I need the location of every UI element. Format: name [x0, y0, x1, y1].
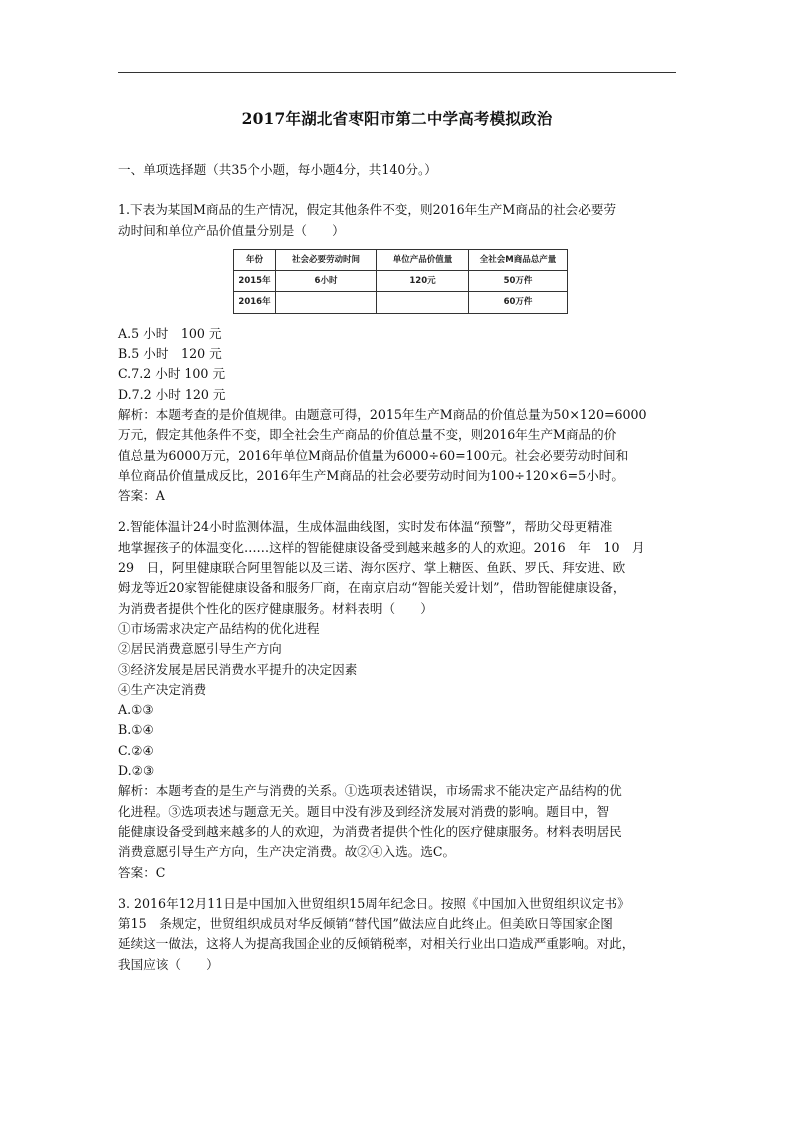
- table-cell: 2016年: [234, 292, 276, 313]
- question-stem-line: 为消费者提供个性化的医疗健康服务。材料表明（ ）: [118, 600, 433, 616]
- option-b: B.①④: [118, 722, 154, 738]
- question-stem-line: 第15 条规定，世贸组织成员对华反倾销“替代国”做法应自此终止。但美欧日等国家企图: [118, 916, 613, 932]
- question-2: [118, 517, 680, 882]
- analysis-line: 单位商品价值量成反比，2016年生产M商品的社会必要劳动时间为100÷120×6=5小时。: [118, 467, 624, 483]
- table-header-cell: 单位产品价值量: [377, 249, 469, 270]
- question-stem-line: 延续这一做法，这将人为提高我国企业的反倾销税率，对相关行业出口造成严重影响。对此，: [118, 936, 635, 952]
- option-d: D.7.2 小时 120 元: [118, 386, 226, 402]
- analysis-line: 解析：本题考查的是生产与消费的关系。①选项表述错误，市场需求不能决定产品结构的优: [118, 783, 622, 799]
- table-cell: [276, 292, 377, 313]
- question-stem-line: 3. 2016年12月11日是中国加入世贸组织15周年纪念日。按照《中国加入世贸组织议定书》: [118, 895, 630, 911]
- table-cell: 60万件: [469, 292, 568, 313]
- header-rule: [118, 72, 676, 73]
- option-c: C.②④: [118, 742, 154, 758]
- table-header-row: [234, 249, 568, 270]
- section-heading: 一、单项选择题（共35个小题，每小题4分，共140分。）: [118, 162, 437, 177]
- question-3: [118, 894, 680, 975]
- document-body: [118, 160, 680, 975]
- option-a: A.①③: [118, 702, 154, 718]
- statement-item: ②居民消费意愿引导生产方向: [118, 641, 282, 657]
- option-b: B.5 小时 120 元: [118, 346, 222, 362]
- question-stem-line: 我国应该（ ）: [118, 956, 219, 972]
- analysis-line: 解析：本题考查的是价值规律。由题意可得，2015年生产M商品的价值总量为50×120=6000: [118, 406, 647, 422]
- table-cell: 6小时: [276, 271, 377, 292]
- table-header-cell: 社会必要劳动时间: [276, 249, 377, 270]
- table-header-cell: 年份: [234, 249, 276, 270]
- statement-item: ③经济发展是居民消费水平提升的决定因素: [118, 661, 358, 677]
- page-title: 2017年湖北省枣阳市第二中学高考模拟政治: [241, 109, 553, 128]
- table-row: [234, 271, 568, 292]
- table-cell: 120元: [377, 271, 469, 292]
- analysis-line: 值总量为6000万元，2016年单位M商品价值量为6000÷60=100元。社会必要劳动时间和: [118, 447, 629, 463]
- question-stem-line: 29 日，阿里健康联合阿里智能以及三诺、海尔医疗、掌上糖医、鱼跃、罗氏、拜安进、欧: [118, 560, 626, 576]
- statement-item: ①市场需求决定产品结构的优化进程: [118, 620, 320, 636]
- table-row: [234, 292, 568, 313]
- analysis-line: 消费意愿引导生产方向，生产决定消费。故②④入选。选C。: [118, 844, 456, 860]
- option-d: D.②③: [118, 763, 155, 779]
- answer: 答案：A: [118, 488, 165, 504]
- analysis-line: 能健康设备受到越来越多的人的欢迎，为消费者提供个性化的医疗健康服务。材料表明居民: [118, 823, 622, 839]
- analysis-line: 化进程。③选项表述与题意无关。题目中没有涉及到经济发展对消费的影响。题目中，智: [118, 803, 610, 819]
- question-stem-line: 1.下表为某国M商品的生产情况，假定其他条件不变，则2016年生产M商品的社会必要劳: [118, 202, 617, 218]
- answer: 答案：C: [118, 864, 166, 880]
- production-table: [233, 249, 568, 314]
- table-cell: [377, 292, 469, 313]
- statement-item: ④生产决定消费: [118, 681, 207, 697]
- table-cell: 50万件: [469, 271, 568, 292]
- question-1: [118, 200, 680, 506]
- table-header-cell: 全社会M商品总产量: [469, 249, 568, 270]
- question-stem-line: 地掌握孩子的体温变化……这样的智能健康设备受到越来越多的人的欢迎。2016 年 10 月: [118, 539, 645, 555]
- option-a: A.5 小时 100 元: [118, 325, 222, 341]
- question-stem-line: 2.智能体温计24小时监测体温，生成体温曲线图，实时发布体温“预警”，帮助父母更精准: [118, 519, 613, 535]
- table-cell: 2015年: [234, 271, 276, 292]
- question-stem-line: 动时间和单位产品价值量分别是（ ）: [118, 222, 345, 238]
- question-stem-line: 姆龙等近20家智能健康设备和服务厂商，在南京启动“智能关爱计划”，借助智能健康设备，: [118, 580, 626, 596]
- analysis-line: 万元，假定其他条件不变，即全社会生产商品的价值总量不变，则2016年生产M商品的价: [118, 427, 617, 443]
- option-c: C.7.2 小时 100 元: [118, 366, 226, 382]
